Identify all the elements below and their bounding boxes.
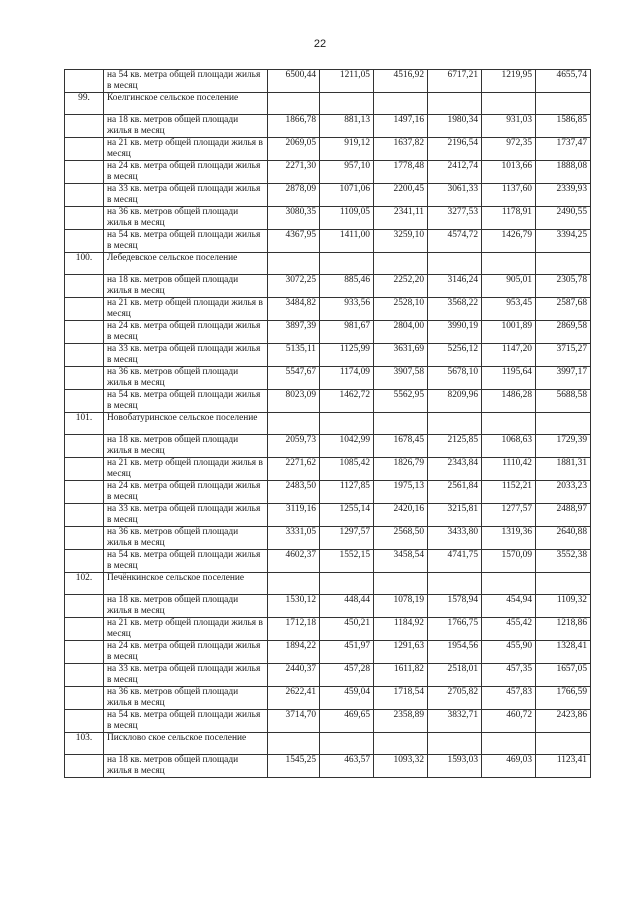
value-cell: 1195,64 [482,367,536,390]
table-row [65,641,591,664]
row-number: 101. [65,413,104,435]
area-label: на 24 кв. метра общей площади жилья в месяц [104,641,268,664]
value-cell: 2069,05 [268,138,320,161]
value-cell: 3072,25 [268,275,320,298]
value-cell: 919,12 [320,138,374,161]
row-number [65,435,104,458]
table-row [65,550,591,573]
table-row [65,230,591,253]
value-cell: 8023,09 [268,390,320,413]
value-cell: 455,90 [482,641,536,664]
value-cell: 3146,24 [428,275,482,298]
value-cell: 1001,89 [482,321,536,344]
value-cell: 1085,42 [320,458,374,481]
value-cell: 1570,09 [482,550,536,573]
area-label: на 36 кв. метров общей площади жилья в месяц [104,207,268,230]
value-cell [482,253,536,275]
value-cell [268,253,320,275]
row-number [65,595,104,618]
value-cell: 2358,89 [374,710,428,733]
value-cell: 1219,95 [482,70,536,93]
value-cell: 5562,95 [374,390,428,413]
row-number [65,207,104,230]
value-cell: 3990,19 [428,321,482,344]
value-cell [536,733,591,755]
row-number [65,161,104,184]
value-cell: 3277,53 [428,207,482,230]
value-cell: 3568,22 [428,298,482,321]
value-cell: 1319,36 [482,527,536,550]
value-cell: 2033,23 [536,481,591,504]
row-number [65,664,104,687]
value-cell: 3331,05 [268,527,320,550]
table-row [65,207,591,230]
value-cell: 1109,05 [320,207,374,230]
table-row [65,275,591,298]
value-cell: 1778,48 [374,161,428,184]
settlement-header-row [65,413,591,435]
value-cell: 933,56 [320,298,374,321]
value-cell: 3061,33 [428,184,482,207]
settlement-header-row [65,93,591,115]
value-cell [320,93,374,115]
value-cell: 1737,47 [536,138,591,161]
value-cell: 1152,21 [482,481,536,504]
value-cell: 5678,10 [428,367,482,390]
value-cell: 1678,45 [374,435,428,458]
value-cell: 1980,34 [428,115,482,138]
value-cell: 1127,85 [320,481,374,504]
value-cell: 1071,06 [320,184,374,207]
value-cell: 6500,44 [268,70,320,93]
value-cell: 3080,35 [268,207,320,230]
value-cell: 972,35 [482,138,536,161]
table-row [65,664,591,687]
value-cell [268,93,320,115]
value-cell: 1881,31 [536,458,591,481]
table-row [65,70,591,93]
value-cell [482,93,536,115]
settlement-name: Новобатуринское сельское поселение [104,413,268,435]
row-number [65,481,104,504]
value-cell: 1411,00 [320,230,374,253]
value-cell: 1826,79 [374,458,428,481]
value-cell: 454,94 [482,595,536,618]
value-cell: 2423,86 [536,710,591,733]
table-row [65,161,591,184]
value-cell: 6717,21 [428,70,482,93]
value-cell: 3897,39 [268,321,320,344]
value-cell: 1766,75 [428,618,482,641]
value-cell: 1184,92 [374,618,428,641]
settlement-header-row [65,573,591,595]
value-cell [428,413,482,435]
value-cell: 1013,66 [482,161,536,184]
value-cell: 1125,99 [320,344,374,367]
value-cell [268,413,320,435]
value-cell [536,573,591,595]
value-cell: 1093,32 [374,755,428,778]
area-label: на 54 кв. метра общей площади жилья в месяц [104,550,268,573]
value-cell: 1110,42 [482,458,536,481]
value-cell [268,573,320,595]
area-label: на 21 кв. метр общей площади жилья в месяц [104,138,268,161]
area-label: на 33 кв. метра общей площади жилья в месяц [104,184,268,207]
row-number [65,710,104,733]
area-label: на 33 кв. метра общей площади жилья в месяц [104,504,268,527]
settlement-name: Писклово ское сельское поселение [104,733,268,755]
value-cell: 3631,69 [374,344,428,367]
value-cell: 931,03 [482,115,536,138]
area-label: на 36 кв. метров общей площади жилья в месяц [104,367,268,390]
table-row [65,618,591,641]
value-cell: 1497,16 [374,115,428,138]
value-cell: 1866,78 [268,115,320,138]
value-cell: 2440,37 [268,664,320,687]
value-cell [428,733,482,755]
value-cell: 1766,59 [536,687,591,710]
settlement-header-row [65,253,591,275]
value-cell: 2420,16 [374,504,428,527]
value-cell: 2587,68 [536,298,591,321]
value-cell: 1068,63 [482,435,536,458]
value-cell: 981,67 [320,321,374,344]
value-cell: 2125,85 [428,435,482,458]
settlement-name: Печёнкинское сельское поселение [104,573,268,595]
row-number [65,138,104,161]
settlement-name: Лебедевское сельское поселение [104,253,268,275]
value-cell: 2483,50 [268,481,320,504]
row-number [65,184,104,207]
value-cell: 4602,37 [268,550,320,573]
value-cell: 1586,85 [536,115,591,138]
area-label: на 18 кв. метров общей площади жилья в месяц [104,115,268,138]
row-number [65,755,104,778]
value-cell: 1486,28 [482,390,536,413]
value-cell: 3433,80 [428,527,482,550]
value-cell: 1462,72 [320,390,374,413]
area-label: на 18 кв. метров общей площади жилья в месяц [104,435,268,458]
row-number [65,687,104,710]
area-label: на 24 кв. метра общей площади жилья в месяц [104,161,268,184]
value-cell: 457,35 [482,664,536,687]
value-cell: 1894,22 [268,641,320,664]
value-cell: 448,44 [320,595,374,618]
value-cell: 1729,39 [536,435,591,458]
value-cell: 1147,20 [482,344,536,367]
value-cell [428,573,482,595]
value-cell: 1657,05 [536,664,591,687]
value-cell: 3394,25 [536,230,591,253]
value-cell: 953,45 [482,298,536,321]
value-cell: 3832,71 [428,710,482,733]
table-row [65,390,591,413]
value-cell [320,733,374,755]
table-row [65,344,591,367]
area-label: на 36 кв. метров общей площади жилья в месяц [104,687,268,710]
row-number [65,367,104,390]
area-label: на 24 кв. метра общей площади жилья в месяц [104,321,268,344]
value-cell [428,253,482,275]
tariff-table [64,69,591,778]
value-cell: 463,57 [320,755,374,778]
value-cell: 3119,16 [268,504,320,527]
value-cell [536,413,591,435]
row-number [65,390,104,413]
value-cell: 2804,00 [374,321,428,344]
area-label: на 21 кв. метр общей площади жилья в месяц [104,618,268,641]
value-cell: 1552,15 [320,550,374,573]
value-cell: 469,03 [482,755,536,778]
row-number [65,298,104,321]
value-cell [428,93,482,115]
value-cell: 2561,84 [428,481,482,504]
table-row [65,367,591,390]
value-cell: 1611,82 [374,664,428,687]
value-cell: 4516,92 [374,70,428,93]
value-cell: 1174,09 [320,367,374,390]
value-cell: 2412,74 [428,161,482,184]
value-cell: 1426,79 [482,230,536,253]
value-cell [374,253,428,275]
value-cell: 1218,86 [536,618,591,641]
value-cell: 5135,11 [268,344,320,367]
value-cell: 2196,54 [428,138,482,161]
value-cell: 881,13 [320,115,374,138]
value-cell: 2705,82 [428,687,482,710]
area-label: на 21 кв. метр общей площади жилья в месяц [104,298,268,321]
value-cell [536,93,591,115]
value-cell: 3715,27 [536,344,591,367]
value-cell: 2528,10 [374,298,428,321]
value-cell: 1954,56 [428,641,482,664]
row-number [65,641,104,664]
value-cell [374,573,428,595]
area-label: на 33 кв. метра общей площади жилья в месяц [104,664,268,687]
row-number [65,504,104,527]
table-row [65,755,591,778]
value-cell: 469,65 [320,710,374,733]
value-cell [320,573,374,595]
value-cell: 4655,74 [536,70,591,93]
row-number [65,321,104,344]
value-cell: 5256,12 [428,344,482,367]
area-label: на 18 кв. метров общей площади жилья в месяц [104,275,268,298]
value-cell: 3215,81 [428,504,482,527]
value-cell: 1123,41 [536,755,591,778]
value-cell: 2341,11 [374,207,428,230]
row-number [65,275,104,298]
value-cell: 957,10 [320,161,374,184]
value-cell: 4741,75 [428,550,482,573]
value-cell: 3714,70 [268,710,320,733]
value-cell: 2568,50 [374,527,428,550]
value-cell [320,413,374,435]
value-cell: 4367,95 [268,230,320,253]
table-row [65,184,591,207]
row-number [65,527,104,550]
value-cell: 2488,97 [536,504,591,527]
row-number: 100. [65,253,104,275]
value-cell: 2200,45 [374,184,428,207]
value-cell: 459,04 [320,687,374,710]
value-cell: 457,28 [320,664,374,687]
value-cell: 2059,73 [268,435,320,458]
value-cell: 5688,58 [536,390,591,413]
value-cell: 2252,20 [374,275,428,298]
value-cell: 450,21 [320,618,374,641]
area-label: на 54 кв. метра общей площади жилья в месяц [104,390,268,413]
area-label: на 18 кв. метров общей площади жилья в месяц [104,755,268,778]
value-cell: 457,83 [482,687,536,710]
row-number [65,230,104,253]
row-number: 102. [65,573,104,595]
table-row [65,687,591,710]
value-cell [482,573,536,595]
area-label: на 18 кв. метров общей площади жилья в месяц [104,595,268,618]
area-label: на 36 кв. метров общей площади жилья в месяц [104,527,268,550]
value-cell: 2869,58 [536,321,591,344]
value-cell: 2271,62 [268,458,320,481]
value-cell: 460,72 [482,710,536,733]
row-number [65,70,104,93]
value-cell: 2490,55 [536,207,591,230]
table-row [65,595,591,618]
value-cell: 2518,01 [428,664,482,687]
row-number [65,618,104,641]
table-row [65,138,591,161]
value-cell: 1593,03 [428,755,482,778]
value-cell: 2339,93 [536,184,591,207]
value-cell: 3259,10 [374,230,428,253]
value-cell [320,253,374,275]
value-cell [536,253,591,275]
value-cell: 885,46 [320,275,374,298]
area-label: на 54 кв. метра общей площади жилья в месяц [104,230,268,253]
value-cell: 1178,91 [482,207,536,230]
table-row [65,458,591,481]
value-cell: 1297,57 [320,527,374,550]
value-cell: 1975,13 [374,481,428,504]
value-cell: 2878,09 [268,184,320,207]
value-cell: 2305,78 [536,275,591,298]
value-cell: 3552,38 [536,550,591,573]
value-cell: 1888,08 [536,161,591,184]
value-cell: 1277,57 [482,504,536,527]
row-number [65,550,104,573]
value-cell: 2622,41 [268,687,320,710]
value-cell: 1712,18 [268,618,320,641]
value-cell: 1255,14 [320,504,374,527]
value-cell: 2271,30 [268,161,320,184]
value-cell: 1718,54 [374,687,428,710]
row-number [65,344,104,367]
value-cell [374,413,428,435]
settlement-header-row [65,733,591,755]
table-body [65,70,591,778]
value-cell [374,733,428,755]
value-cell: 3907,58 [374,367,428,390]
value-cell: 2640,88 [536,527,591,550]
value-cell: 1545,25 [268,755,320,778]
value-cell: 1109,32 [536,595,591,618]
value-cell: 1291,63 [374,641,428,664]
value-cell: 4574,72 [428,230,482,253]
value-cell: 8209,96 [428,390,482,413]
area-label: на 33 кв. метра общей площади жилья в месяц [104,344,268,367]
row-number [65,458,104,481]
table-row [65,321,591,344]
value-cell: 3484,82 [268,298,320,321]
row-number: 99. [65,93,104,115]
area-label: на 54 кв. метра общей площади жилья в месяц [104,70,268,93]
value-cell [482,733,536,755]
value-cell: 1211,05 [320,70,374,93]
value-cell [374,93,428,115]
table-row [65,504,591,527]
value-cell: 451,97 [320,641,374,664]
table-row [65,115,591,138]
value-cell: 1637,82 [374,138,428,161]
value-cell [482,413,536,435]
row-number [65,115,104,138]
value-cell [268,733,320,755]
value-cell: 5547,67 [268,367,320,390]
value-cell: 905,01 [482,275,536,298]
table-row [65,435,591,458]
area-label: на 54 кв. метра общей площади жилья в месяц [104,710,268,733]
table-row [65,710,591,733]
value-cell: 3997,17 [536,367,591,390]
area-label: на 24 кв. метра общей площади жилья в месяц [104,481,268,504]
value-cell: 1530,12 [268,595,320,618]
value-cell: 1328,41 [536,641,591,664]
row-number: 103. [65,733,104,755]
area-label: на 21 кв. метр общей площади жилья в месяц [104,458,268,481]
table-row [65,527,591,550]
value-cell: 2343,84 [428,458,482,481]
page-number: 22 [313,38,327,50]
value-cell: 1578,94 [428,595,482,618]
value-cell: 1137,60 [482,184,536,207]
value-cell: 1042,99 [320,435,374,458]
table-row [65,481,591,504]
value-cell: 3458,54 [374,550,428,573]
table-row [65,298,591,321]
value-cell: 455,42 [482,618,536,641]
value-cell: 1078,19 [374,595,428,618]
settlement-name: Коелгинское сельское поселение [104,93,268,115]
